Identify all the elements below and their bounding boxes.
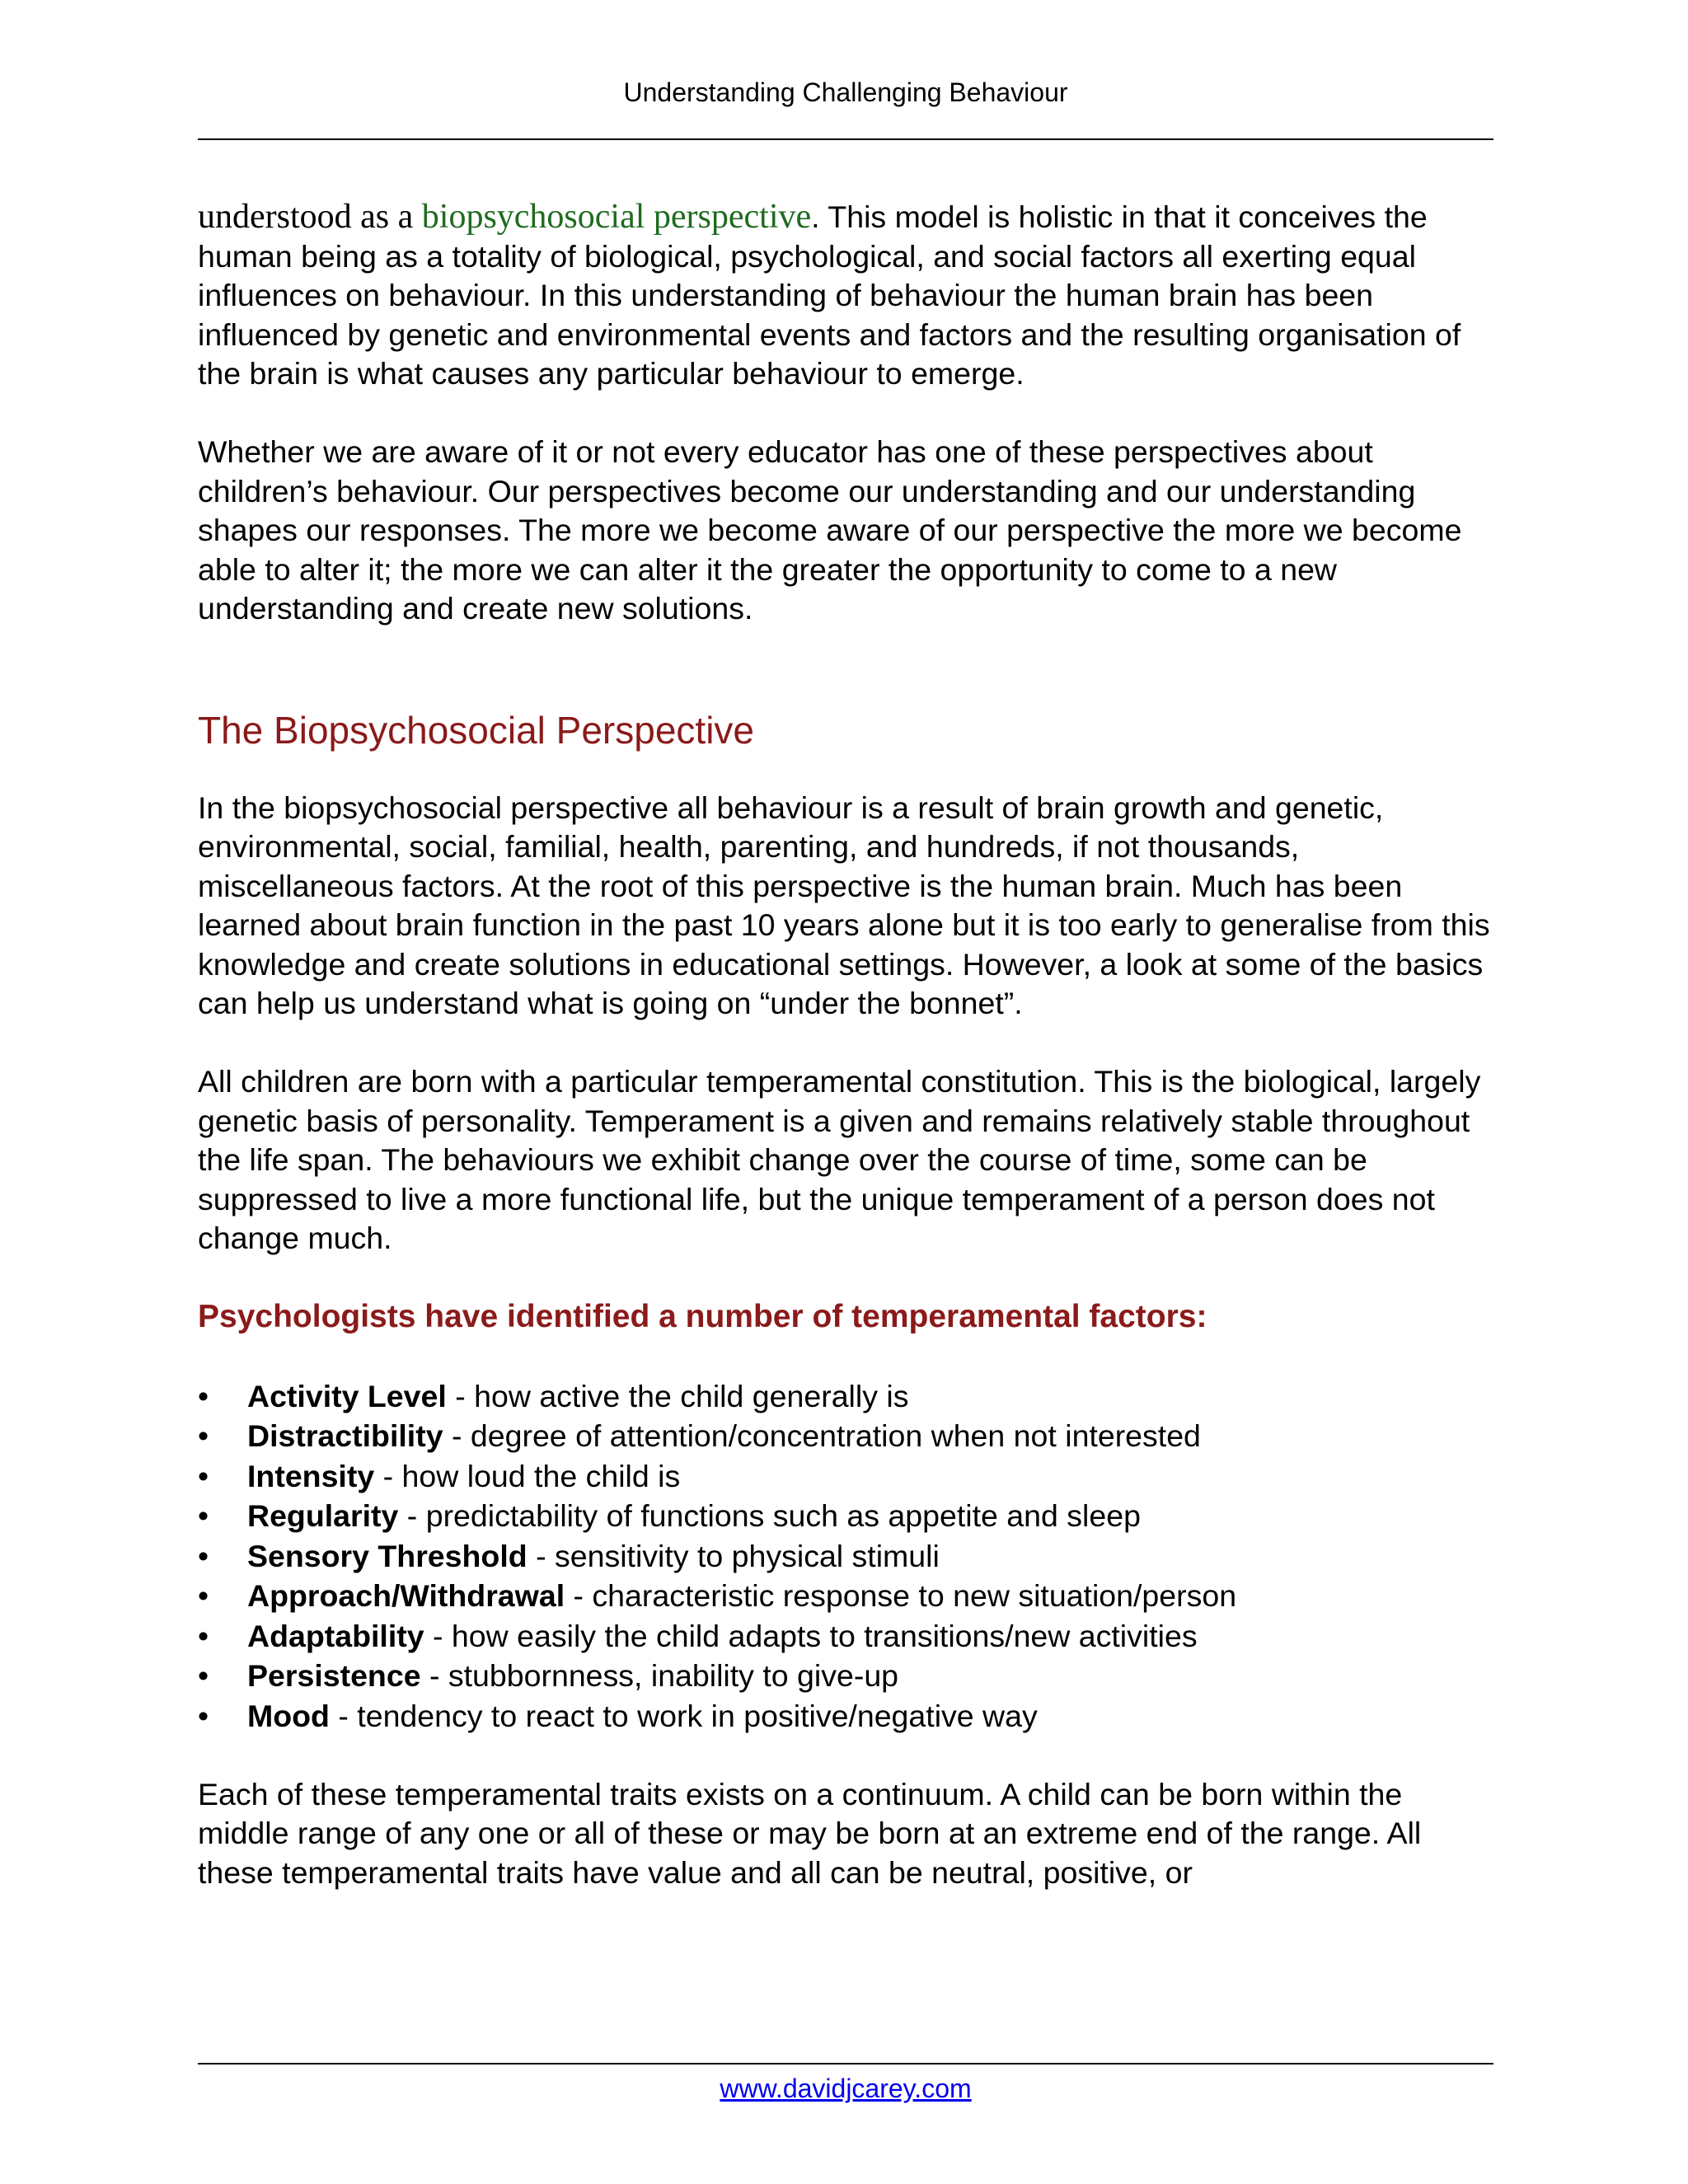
trait-description: - stubbornness, inability to give-up (420, 1658, 899, 1693)
list-item (198, 1416, 1493, 1456)
list-item (198, 1456, 1493, 1497)
paragraph-4: All children are born with a particular temperamental constitution. This is the biological, largely genetic basis of personality. Temperament is a given and remains relatively stable throughout the life span. The behaviours we exhibit change over the course of time, some can be suppressed to live a more functional life, but the unique temperament of a person does not change much. (198, 1064, 1481, 1255)
bullet-icon: • (198, 1378, 209, 1413)
bullet-icon: • (198, 1578, 209, 1613)
list-item (198, 1376, 1493, 1417)
section-heading: The Biopsychosocial Perspective (198, 708, 754, 752)
bullet-icon: • (198, 1658, 209, 1693)
paragraph-3: In the biopsychosocial perspective all behaviour is a result of brain growth and genetic, environmental, social, familial, health, parenting, and hundreds, if not thousands, miscellaneous factors. At the root of this perspective is the human brain. Much has been learned about brain function in the past 10 years alone but it is too early to generalise from this knowledge and create solutions in educational settings. However, a look at some of the basics can help us understand what is going on “under the bonnet”. (198, 790, 1490, 1020)
trait-description: - degree of attention/concentration when not interested (443, 1418, 1201, 1453)
highlighted-term: biopsychosocial perspective (421, 198, 812, 236)
list-item (198, 1536, 1493, 1577)
list-item (198, 1616, 1493, 1657)
footer-divider (198, 2063, 1493, 2064)
header-divider (198, 138, 1493, 140)
trait-description: - characteristic response to new situation/person (565, 1578, 1237, 1613)
bullet-icon: • (198, 1698, 209, 1733)
trait-name: Intensity (247, 1458, 375, 1493)
website-link[interactable]: www.davidjcarey.com (720, 2074, 972, 2103)
trait-name: Adaptability (247, 1618, 424, 1653)
bullet-icon: • (198, 1498, 209, 1533)
page-header: Understanding Challenging Behaviour (623, 77, 1068, 107)
trait-description: - predictability of functions such as appetite and sleep (398, 1498, 1141, 1533)
temperament-trait-list (198, 1376, 1493, 1736)
trait-description: - sensitivity to physical stimuli (527, 1538, 940, 1573)
bullet-icon: • (198, 1418, 209, 1453)
trait-name: Mood (247, 1698, 330, 1733)
trait-description: - how loud the child is (374, 1458, 681, 1493)
bullet-icon: • (198, 1538, 209, 1573)
trait-description: - how active the child generally is (446, 1378, 909, 1413)
trait-name: Activity Level (247, 1378, 447, 1413)
bullet-icon: • (198, 1458, 209, 1493)
trait-name: Sensory Threshold (247, 1538, 528, 1573)
list-item (198, 1696, 1493, 1736)
list-item (198, 1656, 1493, 1696)
bullet-icon: • (198, 1618, 209, 1653)
footer (198, 2072, 1493, 2105)
document-body (198, 198, 1493, 1932)
lead-text: understood as a (198, 198, 422, 236)
paragraph-5: Each of these temperamental traits exists on a continuum. A child can be born within the middle range of any one or all of these or may be born at an extreme end of the range. All these temperamental traits have value and all can be neutral, positive, or (198, 1776, 1422, 1890)
trait-description: - tendency to react to work in positive/negative way (329, 1698, 1038, 1733)
trait-name: Regularity (247, 1498, 399, 1533)
paragraph-1 (198, 198, 1493, 394)
trait-name: Persistence (247, 1658, 421, 1693)
list-item (198, 1576, 1493, 1616)
trait-name: Approach/Withdrawal (247, 1578, 565, 1613)
paragraph-1-body: . This model is holistic in that it conceives the human being as a totality of biological, psychological, and social factors all exerting equal influences on behaviour. In this understanding of behaviour the human brain has been influenced by genetic and environmental events and factors and the resulting organisation of the brain is what causes any particular behaviour to emerge. (198, 199, 1461, 391)
trait-description: - how easily the child adapts to transitions/new activities (424, 1618, 1198, 1653)
sub-heading: Psychologists have identified a number of temperamental factors: (198, 1299, 1207, 1334)
paragraph-2: Whether we are aware of it or not every educator has one of these perspectives about children’s behaviour. Our perspectives become our understanding and our understanding shapes our responses. The more we become aware of our perspective the more we become able to alter it; the more we can alter it the greater the opportunity to come to a new understanding and create new solutions. (198, 434, 1462, 626)
list-item (198, 1496, 1493, 1536)
trait-name: Distractibility (247, 1418, 443, 1453)
